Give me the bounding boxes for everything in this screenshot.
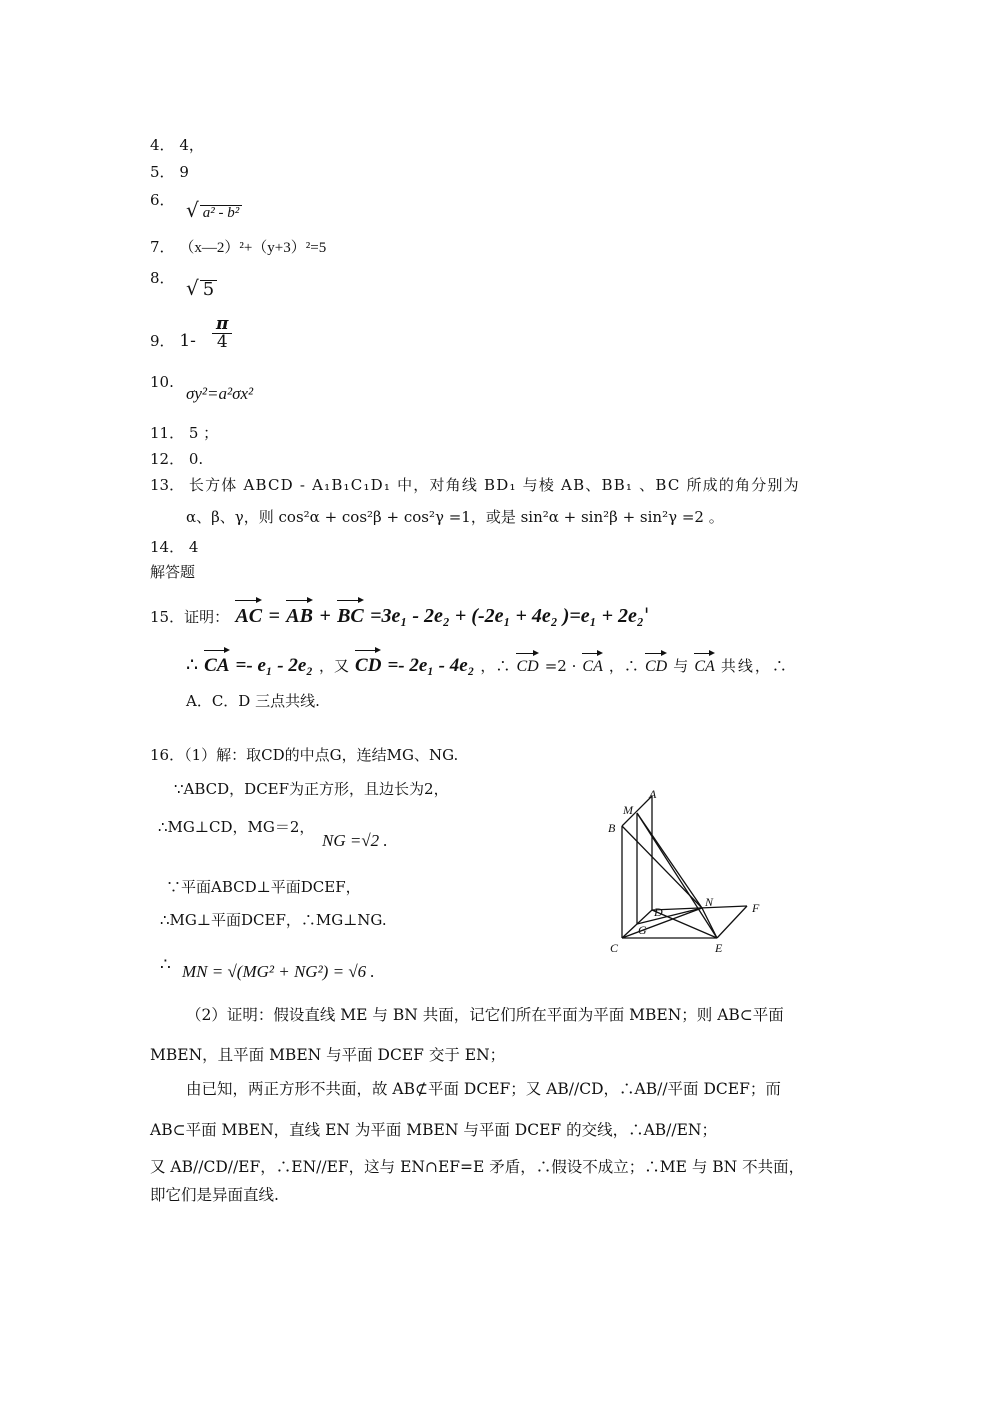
answer-8-radical: √ 5	[186, 278, 217, 299]
label-B: B	[608, 821, 616, 835]
q16-ng: NG =√2 .	[322, 831, 388, 850]
seg-ME	[637, 813, 717, 938]
answer-13-line2: α、β、γ，则 cos²α + cos²β + cos²γ =1，或是 sin²α + sin²β + sin²γ =2 。	[186, 508, 724, 526]
section-title: 解答题	[150, 563, 196, 581]
answer-9: 9． 1-	[150, 331, 196, 351]
geometry-figure	[602, 788, 772, 958]
answer-13: 13． 长方体 ABCD - A₁B₁C₁D₁ 中，对角线 BD₁ 与棱 AB、BB₁ 、BC 所成的角分别为	[150, 476, 800, 494]
answer-4: 4． 4，	[150, 136, 204, 154]
proof-line1: （2）证明：假设直线 ME 与 BN 共面，记它们所在平面为平面 MBEN；则 AB⊂平面	[186, 1006, 784, 1024]
proof-line3: 由已知，两正方形不共面，故 AB⊄平面 DCEF；又 AB//CD，∴AB//平面 DCEF；而	[186, 1080, 781, 1098]
q16-p2: ∵ABCD，DCEF为正方形，且边长为2，	[174, 780, 449, 798]
answer-10: 10.	[150, 373, 174, 391]
answer-5: 5． 9	[150, 163, 189, 181]
answer-14: 14． 4	[150, 538, 199, 556]
q15-line3: A．C．D 三点共线.	[186, 692, 320, 710]
answer-12: 12． 0.	[150, 450, 204, 468]
q16-p1: 16．（1）解：取CD的中点G，连结MG、NG.	[150, 746, 459, 764]
label-N: N	[705, 895, 714, 909]
answer-6-radical: √ a² - b²	[186, 200, 242, 221]
q16-p6-therefore: ∴	[160, 955, 171, 975]
edge-EF	[717, 906, 747, 938]
q16-mn: MN = √(MG² + NG²) = √6 .	[182, 962, 375, 981]
label-D: D	[654, 905, 663, 919]
answer-8: 8．	[150, 269, 175, 287]
answer-7: 7． （x—2）²+（y+3）²=5	[150, 238, 327, 256]
answer-6: 6．	[150, 191, 175, 209]
q15-line1: 15．证明： AC = AB + BC =3e₁ - 2e₂ + (-2e₁ + 4e₂ )=e₁ + 2e₂'	[150, 598, 649, 626]
answer-9-fraction: $\frac{\pi}{4}$	[208, 316, 232, 351]
proof-line5: 又 AB//CD//EF，∴EN//EF，这与 EN∩EF=E 矛盾，∴假设不成立；∴ME 与 BN 不共面，	[150, 1158, 805, 1176]
label-A: A	[649, 788, 657, 801]
proof-line4: AB⊂平面 MBEN，直线 EN 为平面 MBEN 与平面 DCEF 的交线，∴AB//EN；	[150, 1121, 717, 1139]
q16-p5: ∴MG⊥平面DCEF，∴MG⊥NG.	[160, 911, 387, 929]
label-C: C	[610, 941, 619, 955]
q16-p3: ∴MG⊥CD，MG＝2，	[158, 818, 315, 836]
proof-line2: MBEN，且平面 MBEN 与平面 DCEF 交于 EN；	[150, 1046, 506, 1064]
seg-BN	[622, 826, 702, 908]
label-E: E	[715, 941, 723, 955]
seg-NE	[702, 908, 717, 938]
proof-line6: 即它们是异面直线.	[150, 1186, 279, 1204]
q15-line2: ∴ CA =- e₁ - 2e₂ ，又 CD =- 2e₁ - 4e₂ ，∴ CD =2 · CA ，∴ CD 与 CA 共线，∴	[186, 648, 789, 675]
answer-10-formula: σy²=a²σx²	[186, 384, 254, 403]
label-M: M	[623, 803, 633, 817]
answer-11: 11． 5 ；	[150, 424, 219, 442]
q16-p4: ∵平面ABCD⊥平面DCEF，	[166, 878, 361, 896]
label-F: F	[752, 901, 760, 915]
label-G: G	[638, 923, 647, 937]
seg-GN	[637, 908, 702, 924]
